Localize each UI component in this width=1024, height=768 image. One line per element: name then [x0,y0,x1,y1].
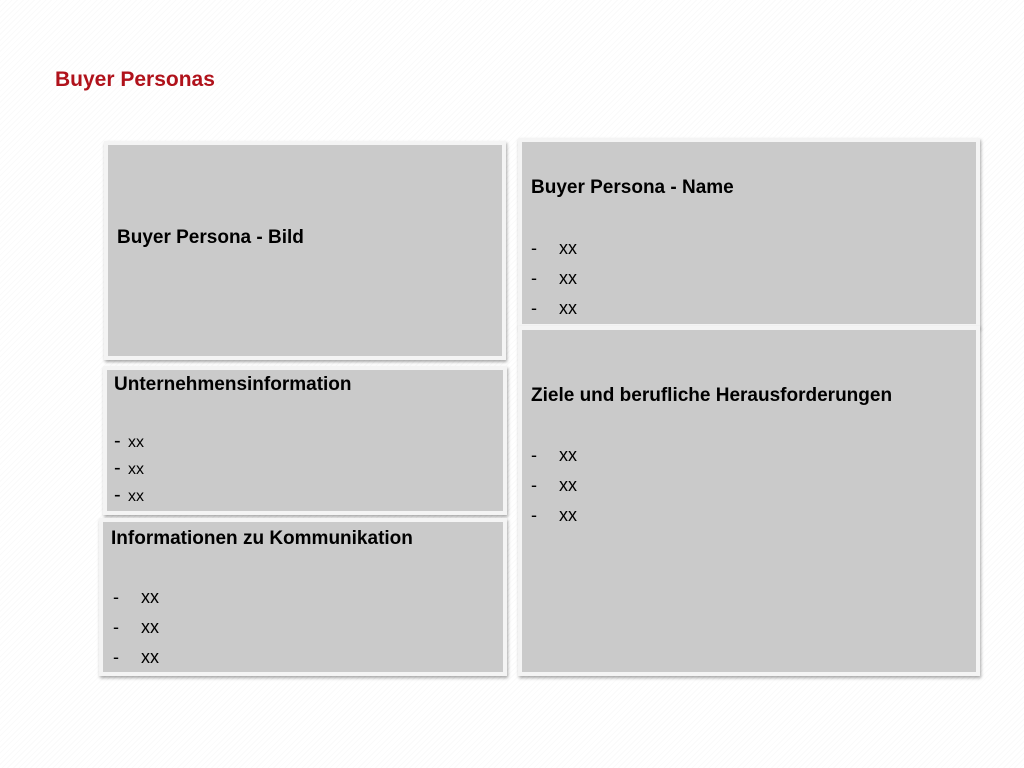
communication-info-box [99,518,507,676]
list-item: - xx [531,445,577,465]
persona-picture-box [104,141,506,360]
company-info-box [103,366,507,515]
list-item: - xx [114,457,144,479]
list-item: - xx [531,475,577,495]
company-info-title: Unternehmensinformation [114,374,352,395]
list-item: - xx [531,505,577,525]
list-item: - xx [114,484,144,506]
list-item: - xx [531,268,577,288]
communication-info-list [113,582,159,672]
persona-name-list [531,233,577,323]
list-item: - xx [113,617,159,637]
persona-picture-label: Buyer Persona - Bild [117,227,304,248]
list-item: - xx [531,238,577,258]
goals-challenges-list [531,440,577,530]
goals-challenges-title: Ziele und berufliche Herausforderungen [531,385,893,406]
persona-name-title: Buyer Persona - Name [531,177,734,198]
list-item: - xx [113,647,159,667]
company-info-list [114,428,144,509]
goals-challenges-box [518,326,980,676]
page-title: Buyer Personas [55,68,215,91]
list-item: - xx [114,430,144,452]
list-item: - xx [113,587,159,607]
persona-name-box [518,138,980,328]
communication-info-title: Informationen zu Kommunikation [111,528,413,549]
list-item: - xx [531,298,577,318]
